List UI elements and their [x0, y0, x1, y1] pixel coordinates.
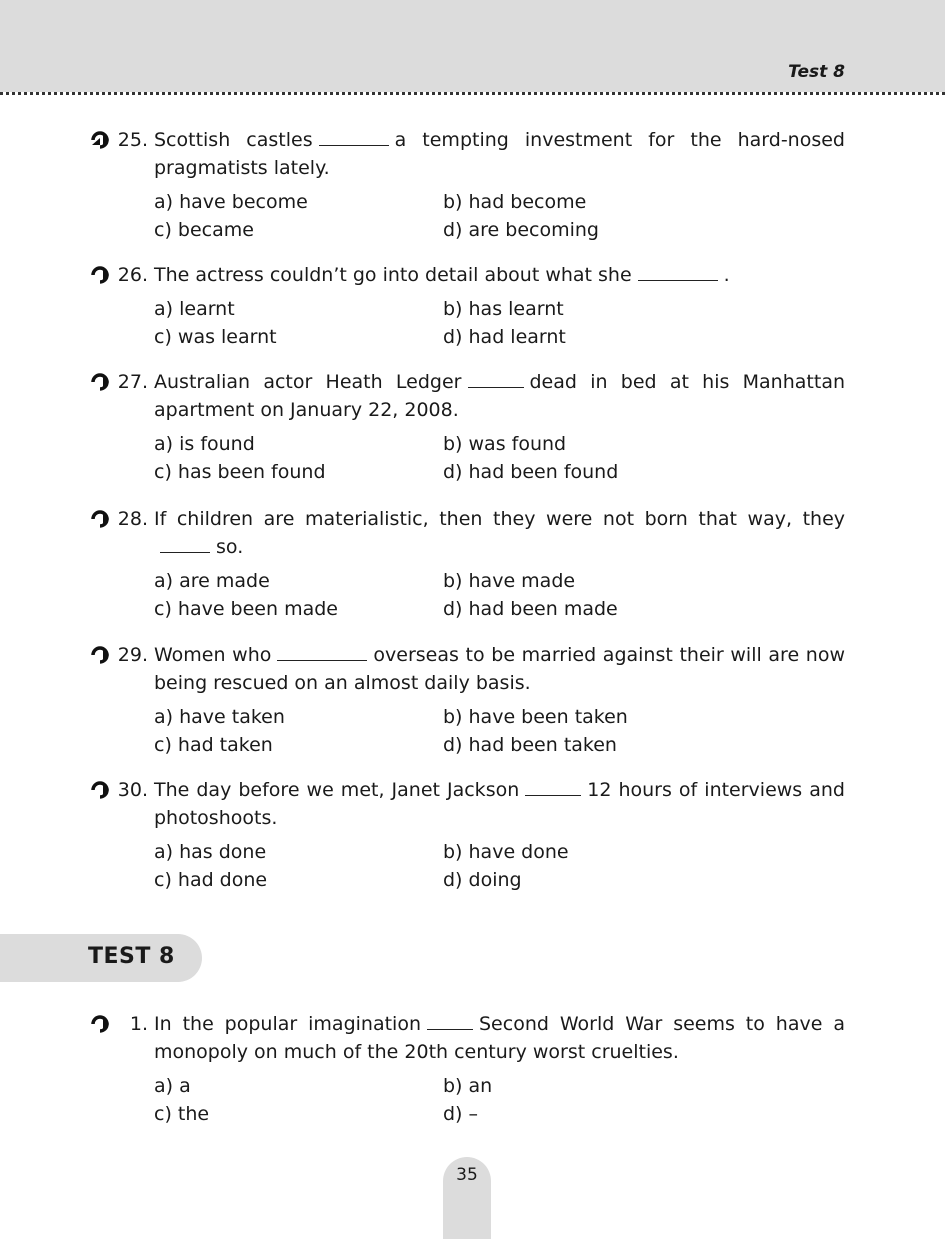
- answer-blank: [160, 536, 210, 553]
- option-c[interactable]: c) had done: [154, 869, 268, 891]
- arrow-bullet-icon: [90, 776, 112, 804]
- option-c[interactable]: c) the: [154, 1103, 210, 1125]
- option-b[interactable]: b) an: [443, 1075, 493, 1097]
- option-d[interactable]: d) had been found: [443, 461, 619, 483]
- page-number: 35: [456, 1165, 478, 1185]
- option-d[interactable]: d) are becoming: [443, 219, 599, 241]
- answer-blank: [468, 371, 524, 388]
- question-number: 28.: [117, 508, 148, 530]
- question-28: [90, 505, 845, 623]
- question-stem: In the popular imagination Second World War seems to have a monopoly on much of the 20th century worst cruelties.: [154, 1013, 845, 1063]
- option-c[interactable]: c) has been found: [154, 461, 326, 483]
- question-stem: Scottish castles a tempting investment for the hard-nosed pragmatists lately.: [154, 129, 845, 179]
- option-b[interactable]: b) had become: [443, 191, 587, 213]
- question-number: 25.: [117, 129, 148, 151]
- answer-blank: [277, 644, 367, 661]
- answer-blank: [427, 1013, 473, 1030]
- question-number: 29.: [117, 644, 148, 666]
- option-b[interactable]: b) have done: [443, 841, 569, 863]
- option-a[interactable]: a) have become: [154, 191, 308, 213]
- arrow-bullet-icon: [90, 261, 112, 289]
- question-stem: The day before we met, Janet Jackson 12 hours of interviews and photoshoots.: [154, 779, 845, 829]
- option-d[interactable]: d) doing: [443, 869, 522, 891]
- question-27: [90, 368, 845, 486]
- page-number-tab: [443, 1157, 491, 1239]
- question-26: [90, 261, 845, 351]
- dotted-divider: [0, 92, 945, 95]
- arrow-bullet-icon: [90, 126, 112, 154]
- options-grid: [154, 838, 845, 894]
- running-head: Test 8: [788, 62, 845, 82]
- option-c[interactable]: c) became: [154, 219, 254, 241]
- option-a[interactable]: a) has done: [154, 841, 267, 863]
- question-number: 26.: [117, 264, 148, 286]
- option-a[interactable]: a) learnt: [154, 298, 235, 320]
- question-number: 1.: [129, 1013, 148, 1035]
- question-1: [90, 1010, 845, 1128]
- option-b[interactable]: b) was found: [443, 433, 567, 455]
- option-d[interactable]: d) had been taken: [443, 734, 617, 756]
- options-grid: [154, 188, 845, 244]
- question-stem: The actress couldn’t go into detail about what she .: [154, 264, 730, 286]
- answer-blank: [525, 779, 581, 796]
- question-number: 27.: [117, 371, 148, 393]
- section-tab: [0, 934, 202, 982]
- option-a[interactable]: a) a: [154, 1075, 191, 1097]
- question-stem: If children are materialistic, then they were not born that way, theyso.: [154, 508, 845, 558]
- answer-blank: [319, 129, 389, 146]
- option-c[interactable]: c) was learnt: [154, 326, 277, 348]
- options-grid: [154, 1072, 845, 1128]
- options-grid: [154, 430, 845, 486]
- answer-blank: [638, 264, 718, 281]
- option-a[interactable]: a) are made: [154, 570, 270, 592]
- option-d[interactable]: d) –: [443, 1103, 479, 1125]
- option-a[interactable]: a) have taken: [154, 706, 285, 728]
- arrow-bullet-icon: [90, 368, 112, 396]
- question-29: [90, 641, 845, 759]
- question-stem: Women who overseas to be married against their will are now being rescued on an almost daily basis.: [154, 644, 845, 694]
- arrow-bullet-icon: [90, 505, 112, 533]
- option-b[interactable]: b) has learnt: [443, 298, 564, 320]
- options-grid: [154, 703, 845, 759]
- question-30: [90, 776, 845, 894]
- option-b[interactable]: b) have been taken: [443, 706, 628, 728]
- option-d[interactable]: d) had learnt: [443, 326, 566, 348]
- question-stem: Australian actor Heath Ledger dead in bed at his Manhattan apartment on January 22, 2008.: [154, 371, 845, 421]
- arrow-bullet-icon: [90, 1010, 112, 1038]
- option-c[interactable]: c) had taken: [154, 734, 273, 756]
- option-c[interactable]: c) have been made: [154, 598, 338, 620]
- question-25: [90, 126, 845, 244]
- option-b[interactable]: b) have made: [443, 570, 576, 592]
- arrow-bullet-icon: [90, 641, 112, 669]
- option-a[interactable]: a) is found: [154, 433, 255, 455]
- question-number: 30.: [117, 779, 148, 801]
- options-grid: [154, 567, 845, 623]
- section-title: TEST 8: [88, 944, 175, 969]
- option-d[interactable]: d) had been made: [443, 598, 618, 620]
- options-grid: [154, 295, 845, 351]
